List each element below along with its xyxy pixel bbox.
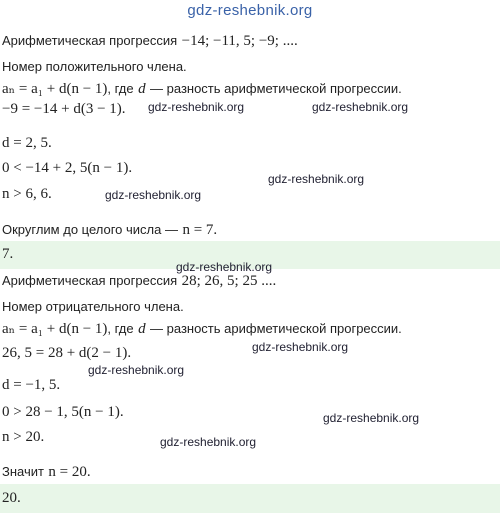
- part2-step3: 0 > 28 − 1, 5(n − 1).: [2, 404, 124, 420]
- part1-statement-terms: −14; −11, 5; −9; ....: [181, 33, 298, 49]
- watermark: gdz-reshebnik.org: [312, 100, 409, 114]
- part1-answer: 7.: [2, 246, 14, 262]
- part1-formula-desc: — разность арифметической прогрессии.: [150, 81, 402, 96]
- part2-formula: aₙ = a₁ + d(n − 1): [2, 321, 108, 337]
- part1-rounding-text: Округлим до целого числа —: [2, 222, 178, 237]
- part2-heading: Номер отрицательного члена.: [2, 299, 184, 314]
- part1-rounding: [2, 221, 217, 239]
- part2-statement: [2, 272, 276, 290]
- part1-statement-prefix: Арифметическая прогрессия: [2, 33, 178, 48]
- part2-formula-line: [2, 319, 402, 338]
- part1-statement: [2, 32, 298, 50]
- watermark: gdz-reshebnik.org: [268, 172, 365, 186]
- part1-formula-line: [2, 79, 402, 98]
- part2-step1: 26, 5 = 28 + d(2 − 1).: [2, 345, 132, 361]
- part2-step4: n > 20.: [2, 429, 45, 445]
- part2-answer: 20.: [2, 490, 21, 506]
- part1-step4: n > 6, 6.: [2, 186, 52, 202]
- part1-formula-where: , где: [107, 81, 134, 96]
- part1-formula-var: d: [138, 81, 146, 97]
- watermark: gdz-reshebnik.org: [148, 100, 245, 114]
- watermark: gdz-reshebnik.org: [252, 340, 349, 354]
- watermark: gdz-reshebnik.org: [88, 363, 185, 377]
- part2-statement-prefix: Арифметическая прогрессия: [2, 273, 178, 288]
- part2-step2: d = −1, 5.: [2, 377, 61, 393]
- part2-answer-band: [0, 484, 500, 513]
- watermark: gdz-reshebnik.org: [176, 260, 273, 274]
- part2-conclusion-text: Значит: [2, 464, 44, 479]
- part2-formula-where: , где: [107, 321, 134, 336]
- watermark: gdz-reshebnik.org: [160, 435, 257, 449]
- part1-step1: −9 = −14 + d(3 − 1).: [2, 101, 126, 117]
- top-watermark: gdz-reshebnik.org: [187, 2, 313, 19]
- part1-rounding-math: n = 7.: [182, 222, 218, 238]
- part2-conclusion: [2, 463, 91, 481]
- part2-conclusion-math: n = 20.: [48, 464, 91, 480]
- watermark: gdz-reshebnik.org: [105, 188, 202, 202]
- watermark: gdz-reshebnik.org: [323, 411, 420, 425]
- part1-step3: 0 < −14 + 2, 5(n − 1).: [2, 160, 133, 176]
- part2-formula-var: d: [138, 321, 146, 337]
- part2-statement-terms: 28; 26, 5; 25 ....: [181, 273, 277, 289]
- part1-formula: aₙ = a₁ + d(n − 1): [2, 81, 108, 97]
- part2-formula-desc: — разность арифметической прогрессии.: [150, 321, 402, 336]
- part1-heading: Номер положительного члена.: [2, 59, 187, 74]
- part1-step2: d = 2, 5.: [2, 135, 52, 151]
